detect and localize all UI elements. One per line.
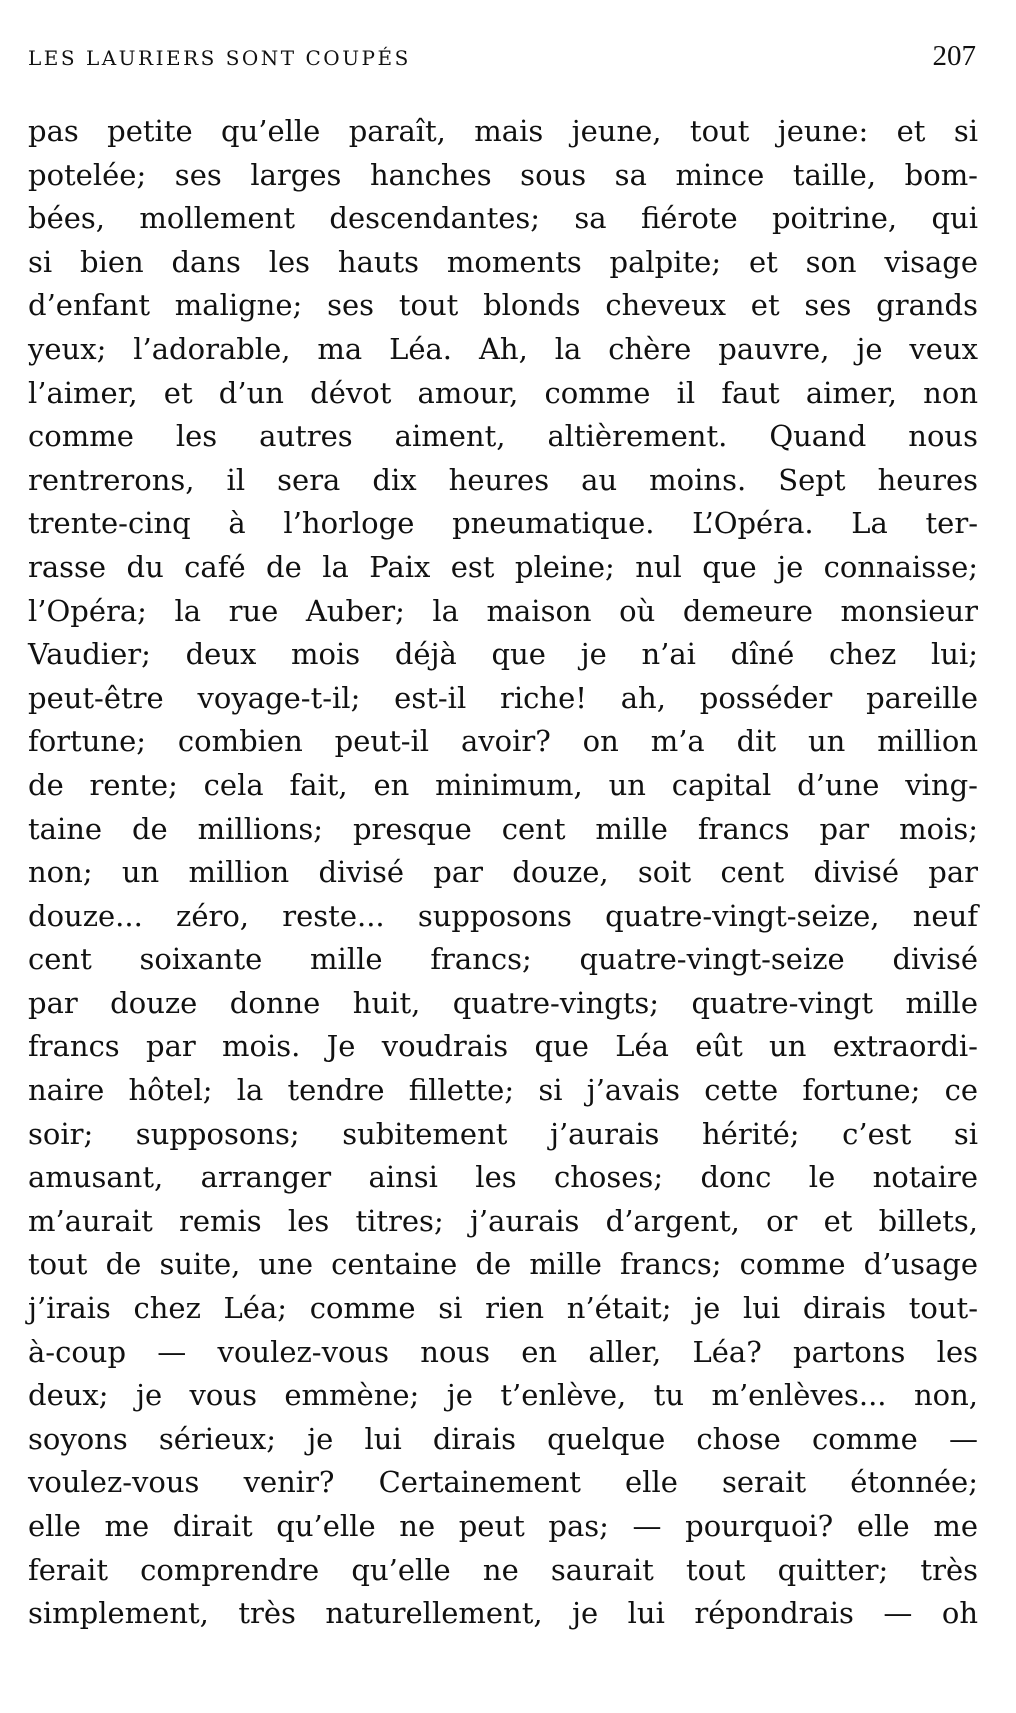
text-line-34: ferait comprendre qu’elle ne saurait tout quitter; très xyxy=(28,1552,978,1587)
text-line-17: taine de millions; presque cent mille francs par mois; xyxy=(28,811,978,846)
text-line-33: elle me dirait qu’elle ne peut pas; — pourquoi? elle me xyxy=(28,1509,978,1543)
text-line-27: tout de suite, une centaine de mille francs; comme d’usage xyxy=(28,1247,978,1282)
text-line-15: fortune; combien peut-il avoir? on m’a dit un million xyxy=(28,724,978,759)
text-line-23: naire hôtel; la tendre fillette; si j’avais cette fortune; ce xyxy=(28,1073,978,1108)
text-line-32: voulez-vous venir? Certainement elle serait étonnée; xyxy=(28,1465,978,1500)
text-line-12: l’Opéra; la rue Auber; la maison où demeure monsieur xyxy=(28,593,978,628)
text-line-3: bées, mollement descendantes; sa fiérote poitrine, qui xyxy=(28,201,978,236)
text-line-11: rasse du café de la Paix est pleine; nul que je connaisse; xyxy=(28,549,978,584)
text-line-13: Vaudier; deux mois déjà que je n’ai dîné chez lui; xyxy=(28,637,978,672)
running-head: LES LAURIERS SONT COUPÉS xyxy=(28,46,411,70)
text-line-35: simplement, très naturellement, je lui répondrais — oh xyxy=(28,1596,978,1631)
text-line-24: soir; supposons; subitement j’aurais hérité; c’est si xyxy=(28,1116,978,1151)
text-line-19: douze... zéro, reste... supposons quatre-vingt-seize, neuf xyxy=(28,898,978,933)
text-line-7: l’aimer, et d’un dévot amour, comme il faut aimer, non xyxy=(28,375,978,410)
text-line-31: soyons sérieux; je lui dirais quelque chose comme — xyxy=(28,1421,978,1456)
text-line-28: j’irais chez Léa; comme si rien n’était; je lui dirais tout- xyxy=(28,1291,978,1326)
text-line-26: m’aurait remis les titres; j’aurais d’argent, or et billets, xyxy=(28,1203,978,1238)
text-line-2: potelée; ses larges hanches sous sa mince taille, bom- xyxy=(28,157,978,192)
text-line-22: francs par mois. Je voudrais que Léa eût un extraordi- xyxy=(28,1029,978,1064)
text-line-21: par douze donne huit, quatre-vingts; quatre-vingt mille xyxy=(28,985,978,1020)
text-line-9: rentrerons, il sera dix heures au moins. Sept heures xyxy=(28,462,978,497)
text-line-29: à-coup — voulez-vous nous en aller, Léa? partons les xyxy=(28,1334,978,1369)
text-line-30: deux; je vous emmène; je t’enlève, tu m’enlèves... non, xyxy=(28,1378,978,1413)
text-line-25: amusant, arranger ainsi les choses; donc le notaire xyxy=(28,1160,978,1195)
text-line-8: comme les autres aiment, altièrement. Quand nous xyxy=(28,419,978,454)
text-line-16: de rente; cela fait, en minimum, un capital d’une ving- xyxy=(28,767,978,802)
text-line-14: peut-être voyage-t-il; est-il riche! ah, posséder pareille xyxy=(28,680,978,715)
page-number: 207 xyxy=(932,40,976,72)
text-line-6: yeux; l’adorable, ma Léa. Ah, la chère pauvre, je veux xyxy=(28,331,978,366)
body-text xyxy=(28,110,978,1636)
text-line-5: d’enfant maligne; ses tout blonds cheveux et ses grands xyxy=(28,288,978,323)
text-line-10: trente-cinq à l’horloge pneumatique. L’Opéra. La ter- xyxy=(28,506,978,541)
text-line-18: non; un million divisé par douze, soit cent divisé par xyxy=(28,855,978,890)
text-line-1: pas petite qu’elle paraît, mais jeune, tout jeune: et si xyxy=(28,114,978,148)
text-line-4: si bien dans les hauts moments palpite; et son visage xyxy=(28,244,978,279)
text-line-20: cent soixante mille francs; quatre-vingt-seize divisé xyxy=(28,942,978,977)
